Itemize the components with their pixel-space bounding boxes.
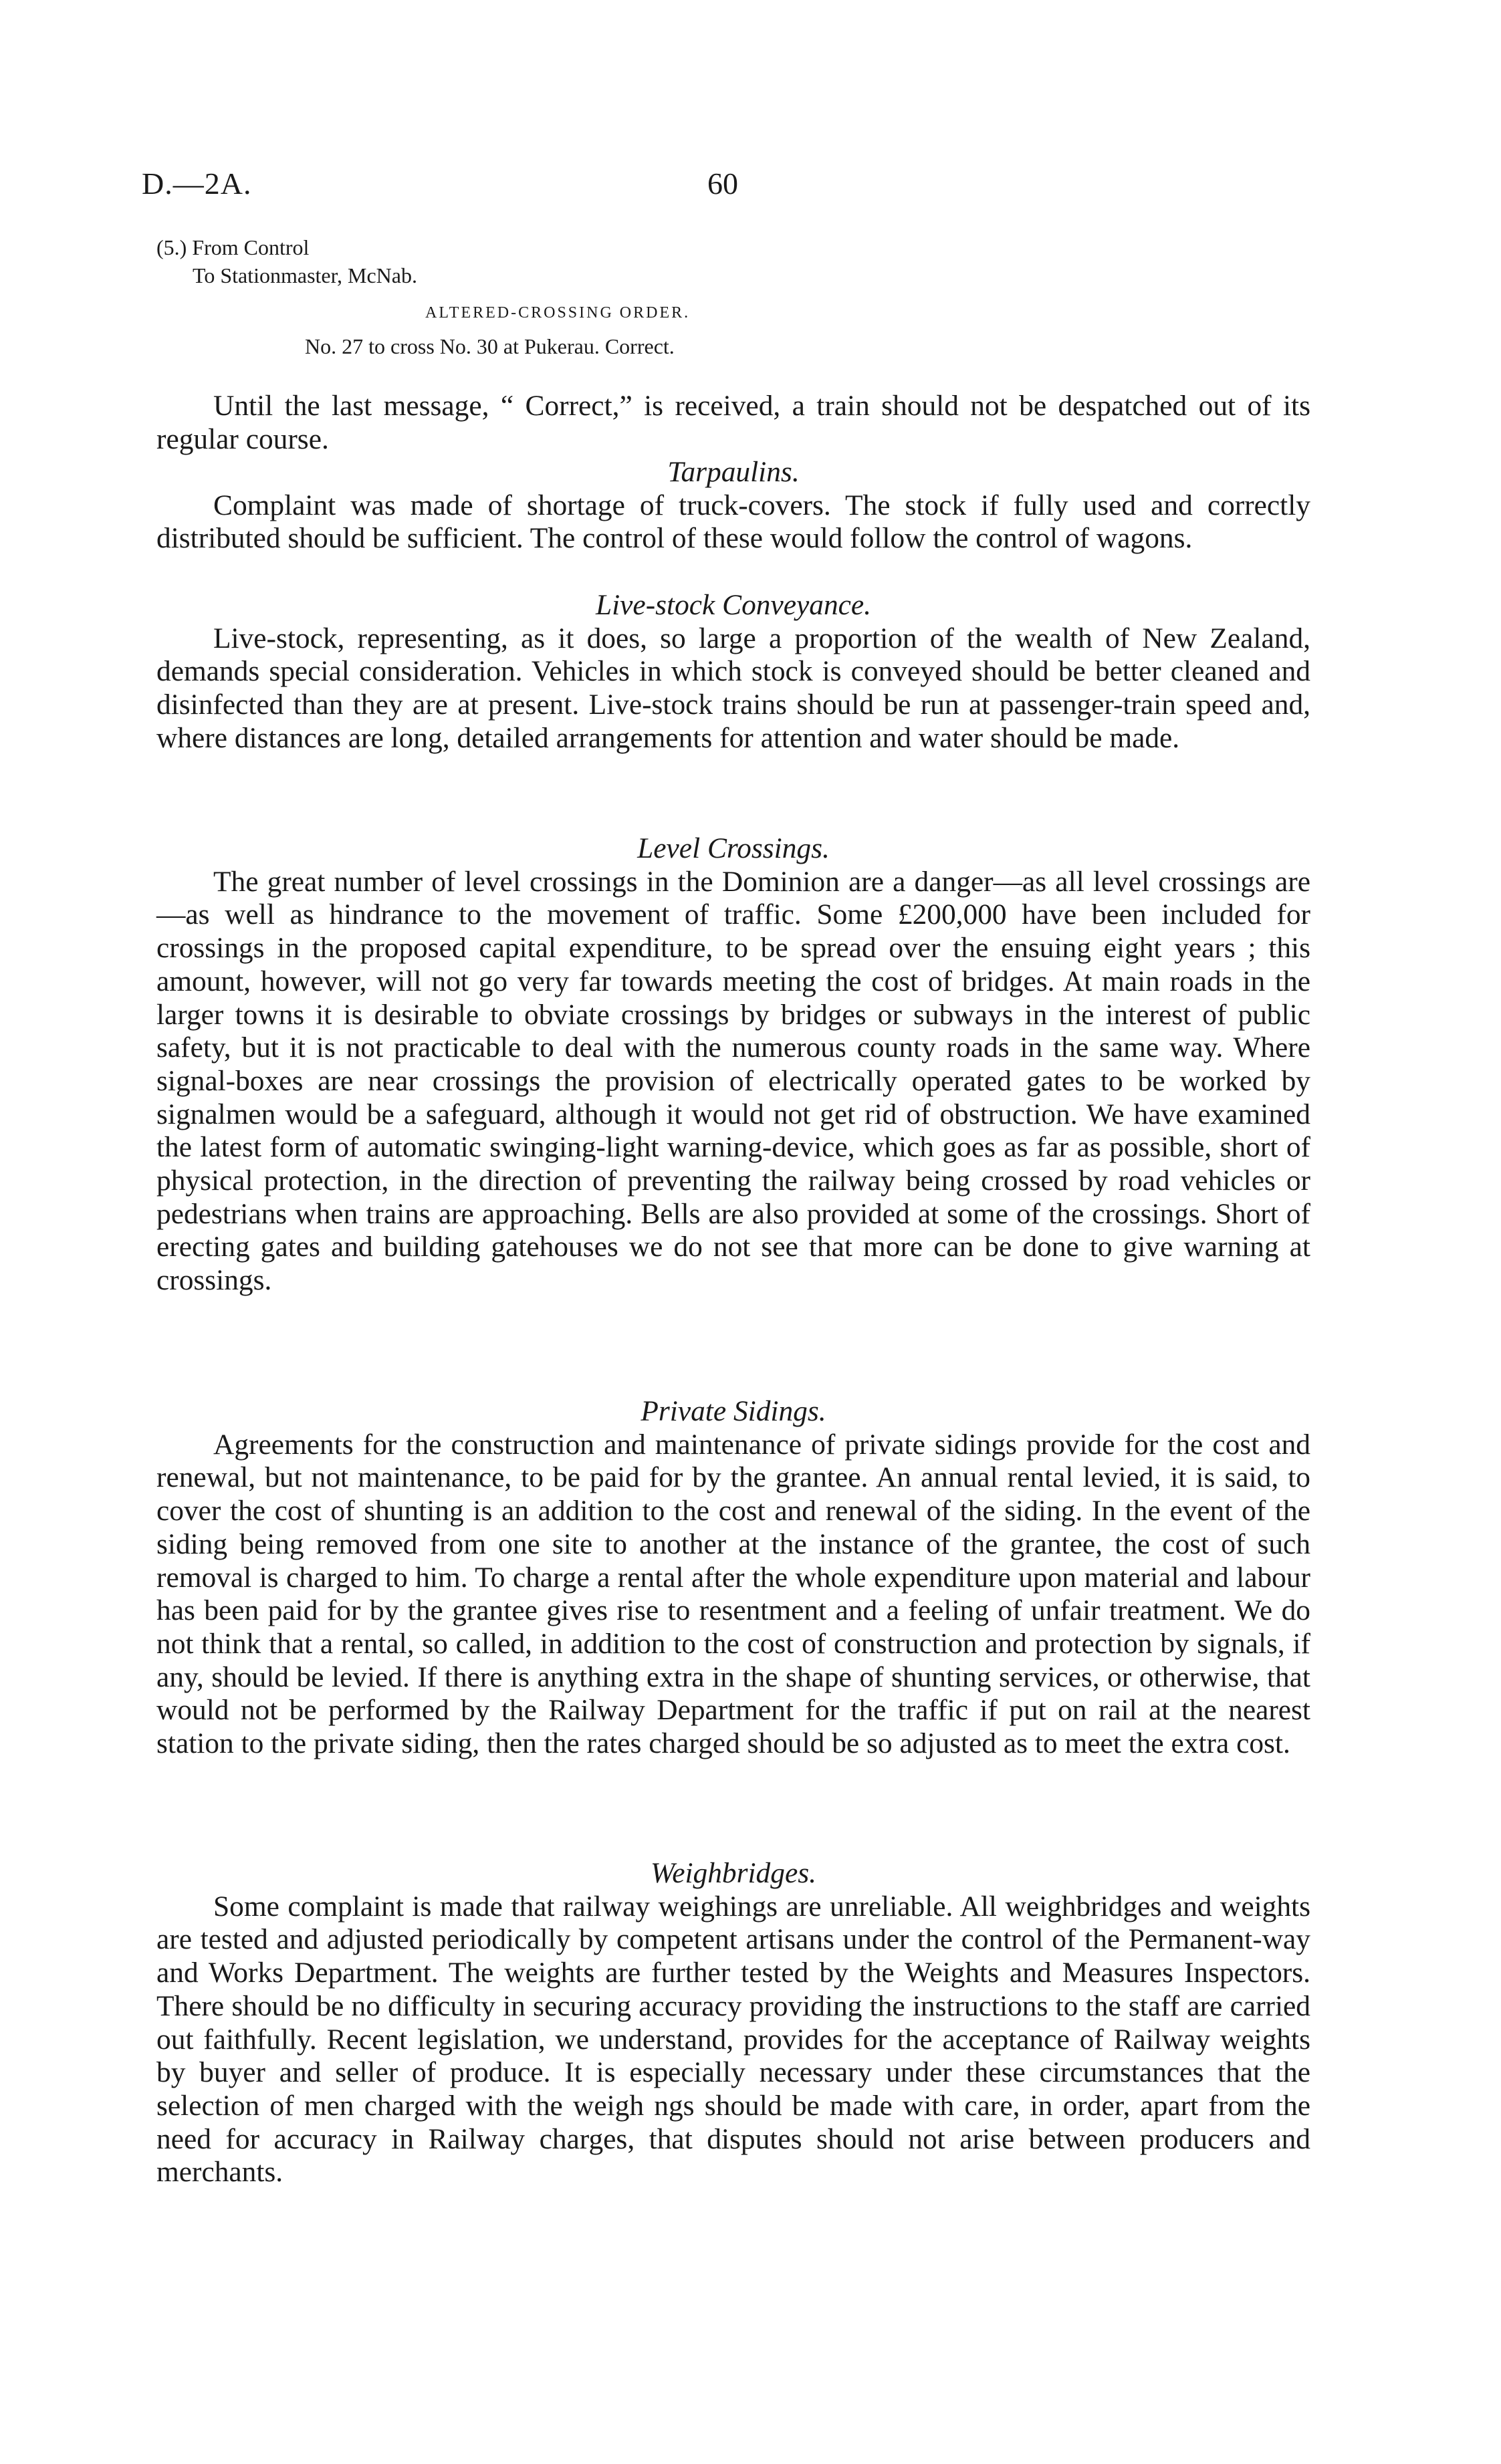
- section-heading: Private Sidings.: [641, 1395, 826, 1427]
- section-heading: Weighbridges.: [651, 1857, 816, 1889]
- section-heading: Level Crossings.: [637, 832, 830, 864]
- message-from: (5.) From Control: [156, 235, 310, 259]
- section-weighbridges: [156, 1857, 1310, 2189]
- section-heading: Tarpaulins.: [667, 456, 800, 488]
- section-paragraph: The great number of level crossings in the Dominion are a danger—as all level crossings are—as well as hindrance to the movement of traffic. Some £200,000 have been included for crossings in the proposed capital expenditure, to be spread over the ensuing eight years ; this amount, however, will not go very far towards meeting the cost of bridges. At main roads in the larger towns it is desirable to obviate crossings by bridges or subways in the interest of public safety, but it is not practicable to deal with the numerous county roads in the same way. Where signal-boxes are near crossings the provision of electrically operated gates to be worked by signalmen would be a safeguard, although it would not get rid of obstruction. We have examined the latest form of automatic swinging-light warning-device, which goes as far as possible, short of physical protection, in the direction of preventing the railway being crossed by road vehicles or pedestrians when trains are approaching. Bells are also provided at some of the crossings. Short of erecting gates and building gatehouses we do not see that more can be done to give warning at crossings.: [156, 865, 1310, 1297]
- section-paragraph: Some complaint is made that railway weighings are unreliable. All weighbridges and weights are tested and adjusted periodically by competent artisans under the control of the Permanent-way and Works Department. The weights are further tested by the Weights and Measures Inspectors. There should be no difficulty in securing accuracy providing the instructions to the staff are carried out faithfully. Recent legislation, we understand, provides for the acceptance of Railway weights by buyer and seller of produce. It is especially necessary under these circumstances that the selection of men charged with the weigh ngs should be made with care, in order, apart from the need for accuracy in Railway charges, that disputes should not arise between producers and merchants.: [156, 1890, 1310, 2189]
- intro-section: [156, 390, 1310, 456]
- section-tarpaulins: [156, 456, 1310, 556]
- section-paragraph: Live-stock, representing, as it does, so large a proportion of the wealth of New Zealand, demands special consideration. Vehicles in which stock is conveyed should be better cleaned and disinfected than they are at present. Live-stock trains should be run at passenger-train speed and, where distances are long, detailed arrangements for attention and water should be made.: [156, 622, 1310, 754]
- intro-paragraph: Until the last message, “ Correct,” is received, a train should not be despatched out of its regular course.: [156, 390, 1310, 455]
- section-heading: Live-stock Conveyance.: [595, 589, 872, 621]
- message-line: No. 27 to cross No. 30 at Pukerau. Correct.: [305, 334, 675, 358]
- message-title: ALTERED-CROSSING ORDER.: [425, 304, 691, 322]
- section-paragraph: Complaint was made of shortage of truck-covers. The stock if fully used and correctly distributed should be sufficient. The control of these would follow the control of wagons.: [156, 489, 1310, 555]
- section-private-sidings: [156, 1395, 1310, 1761]
- page-number: 60: [707, 166, 738, 201]
- section-live-stock-conveyance: [156, 589, 1310, 755]
- document-reference: D.—2A.: [142, 166, 252, 201]
- section-paragraph: Agreements for the construction and maintenance of private sidings provide for the cost and renewal, but not maintenance, to be paid for by the grantee. An annual rental levied, it is said, to cover the cost of shunting is an addition to the cost and renewal of the siding. In the event of the siding being removed from one site to another at the instance of the grantee, the cost of such removal is charged to him. To charge a rental after the whole expenditure upon material and labour has been paid for by the grantee gives rise to resentment and a feeling of unfair treatment. We do not think that a rental, so called, in addition to the cost of construction and protection by signals, if any, should be levied. If there is anything extra in the shape of shunting services, or otherwise, that would not be performed by the Railway Department for the traffic if put on rail at the nearest station to the private siding, then the rates charged should be so adjusted as to meet the extra cost.: [156, 1428, 1310, 1760]
- message-to: To Stationmaster, McNab.: [193, 263, 417, 287]
- section-level-crossings: [156, 832, 1310, 1298]
